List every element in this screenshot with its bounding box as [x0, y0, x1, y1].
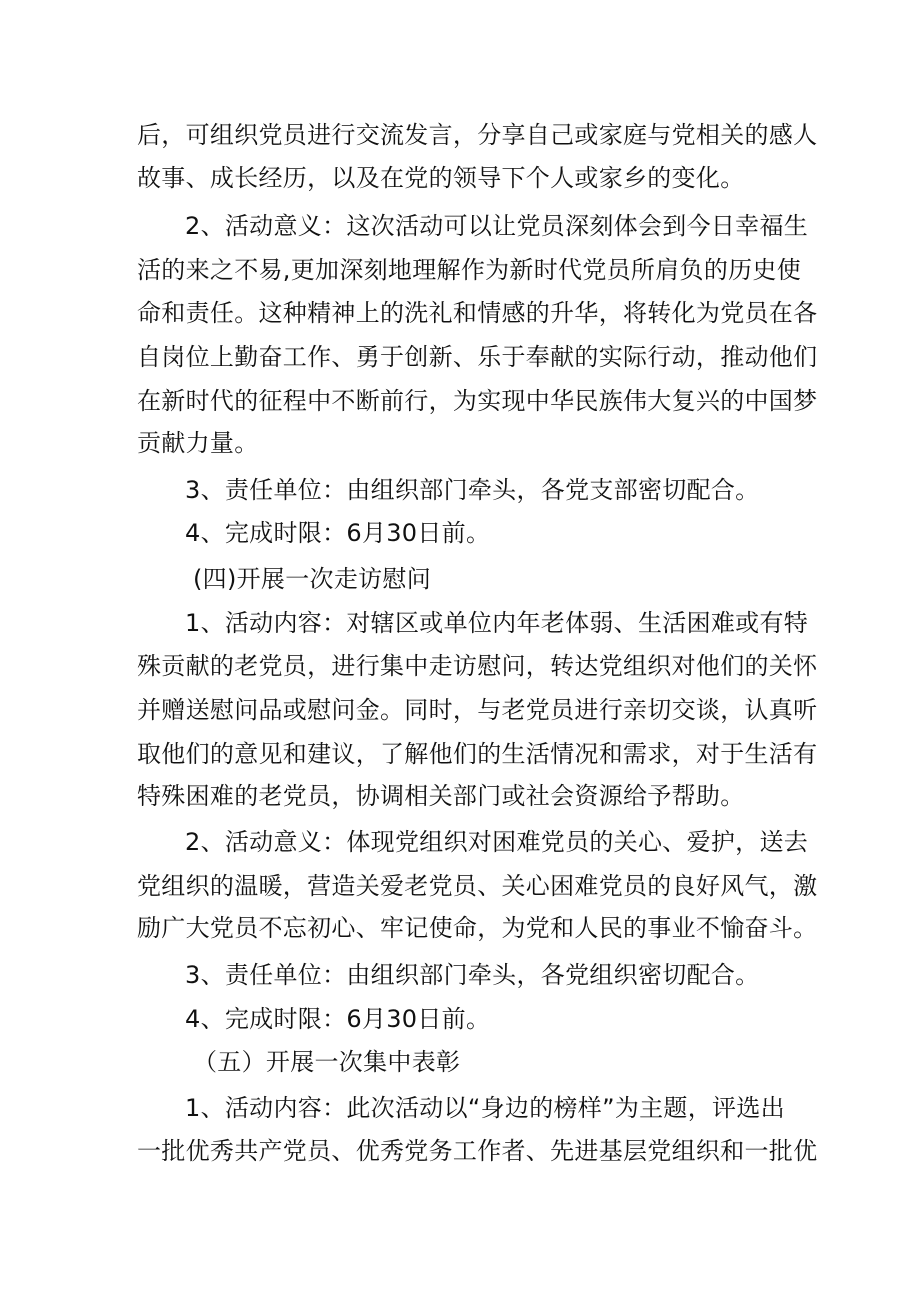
text-line: 在新时代的征程中不断前行，为实现中华民族伟大复兴的中国梦	[137, 387, 818, 415]
text-line: 自岗位上勤奋工作、勇于创新、乐于奉献的实际行动，推动他们	[137, 343, 818, 371]
text-line: 命和责任。这种精神上的洗礼和情感的升华，将转化为党员在各	[137, 299, 818, 327]
text-line: 2、活动意义：体现党组织对困难党员的关心、爱护，送去	[185, 828, 809, 856]
text-line: 贡献力量。	[137, 429, 259, 457]
text-line: 3、责任单位：由组织部门牵头，各党组织密切配合。	[185, 961, 760, 989]
text-line: 2、活动意义：这次活动可以让党员深刻体会到今日幸福生	[185, 212, 809, 240]
text-line: 活的来之不易,更加深刻地理解作为新时代党员所肩负的历史使	[137, 256, 802, 284]
text-line: 取他们的意见和建议，了解他们的生活情况和需求，对于生活有	[137, 740, 818, 768]
text-line: 1、活动内容：此次活动以“身边的榜样”为主题，评选出	[185, 1094, 785, 1122]
text-line: 4、完成时限：6月30日前。	[185, 1005, 491, 1033]
section-heading: (四)开展一次走访慰问	[193, 565, 432, 593]
text-line: 并赠送慰问品或慰问金。同时，与老党员进行亲切交谈，认真听	[137, 696, 818, 724]
text-line: 故事、成长经历，以及在党的领导下个人或家乡的变化。	[137, 164, 745, 192]
text-line: 4、完成时限：6月30日前。	[185, 519, 491, 547]
text-line: 3、责任单位：由组织部门牵头，各党支部密切配合。	[185, 476, 760, 504]
text-line: 特殊困难的老党员，协调相关部门或社会资源给予帮助。	[137, 782, 745, 810]
text-line: 1、活动内容：对辖区或单位内年老体弱、生活困难或有特	[185, 609, 809, 637]
text-line: 一批优秀共产党员、优秀党务工作者、先进基层党组织和一批优	[137, 1137, 818, 1165]
section-heading: （五）开展一次集中表彰	[193, 1048, 461, 1076]
text-line: 后，可组织党员进行交流发言，分享自己或家庭与党相关的感人	[137, 121, 818, 149]
text-line: 党组织的温暖，营造关爱老党员、关心困难党员的良好风气，激	[137, 872, 818, 900]
text-line: 励广大党员不忘初心、牢记使命，为党和人民的事业不愉奋斗。	[137, 914, 818, 942]
text-line: 殊贡献的老党员，进行集中走访慰问，转达党组织对他们的关怀	[137, 652, 818, 680]
